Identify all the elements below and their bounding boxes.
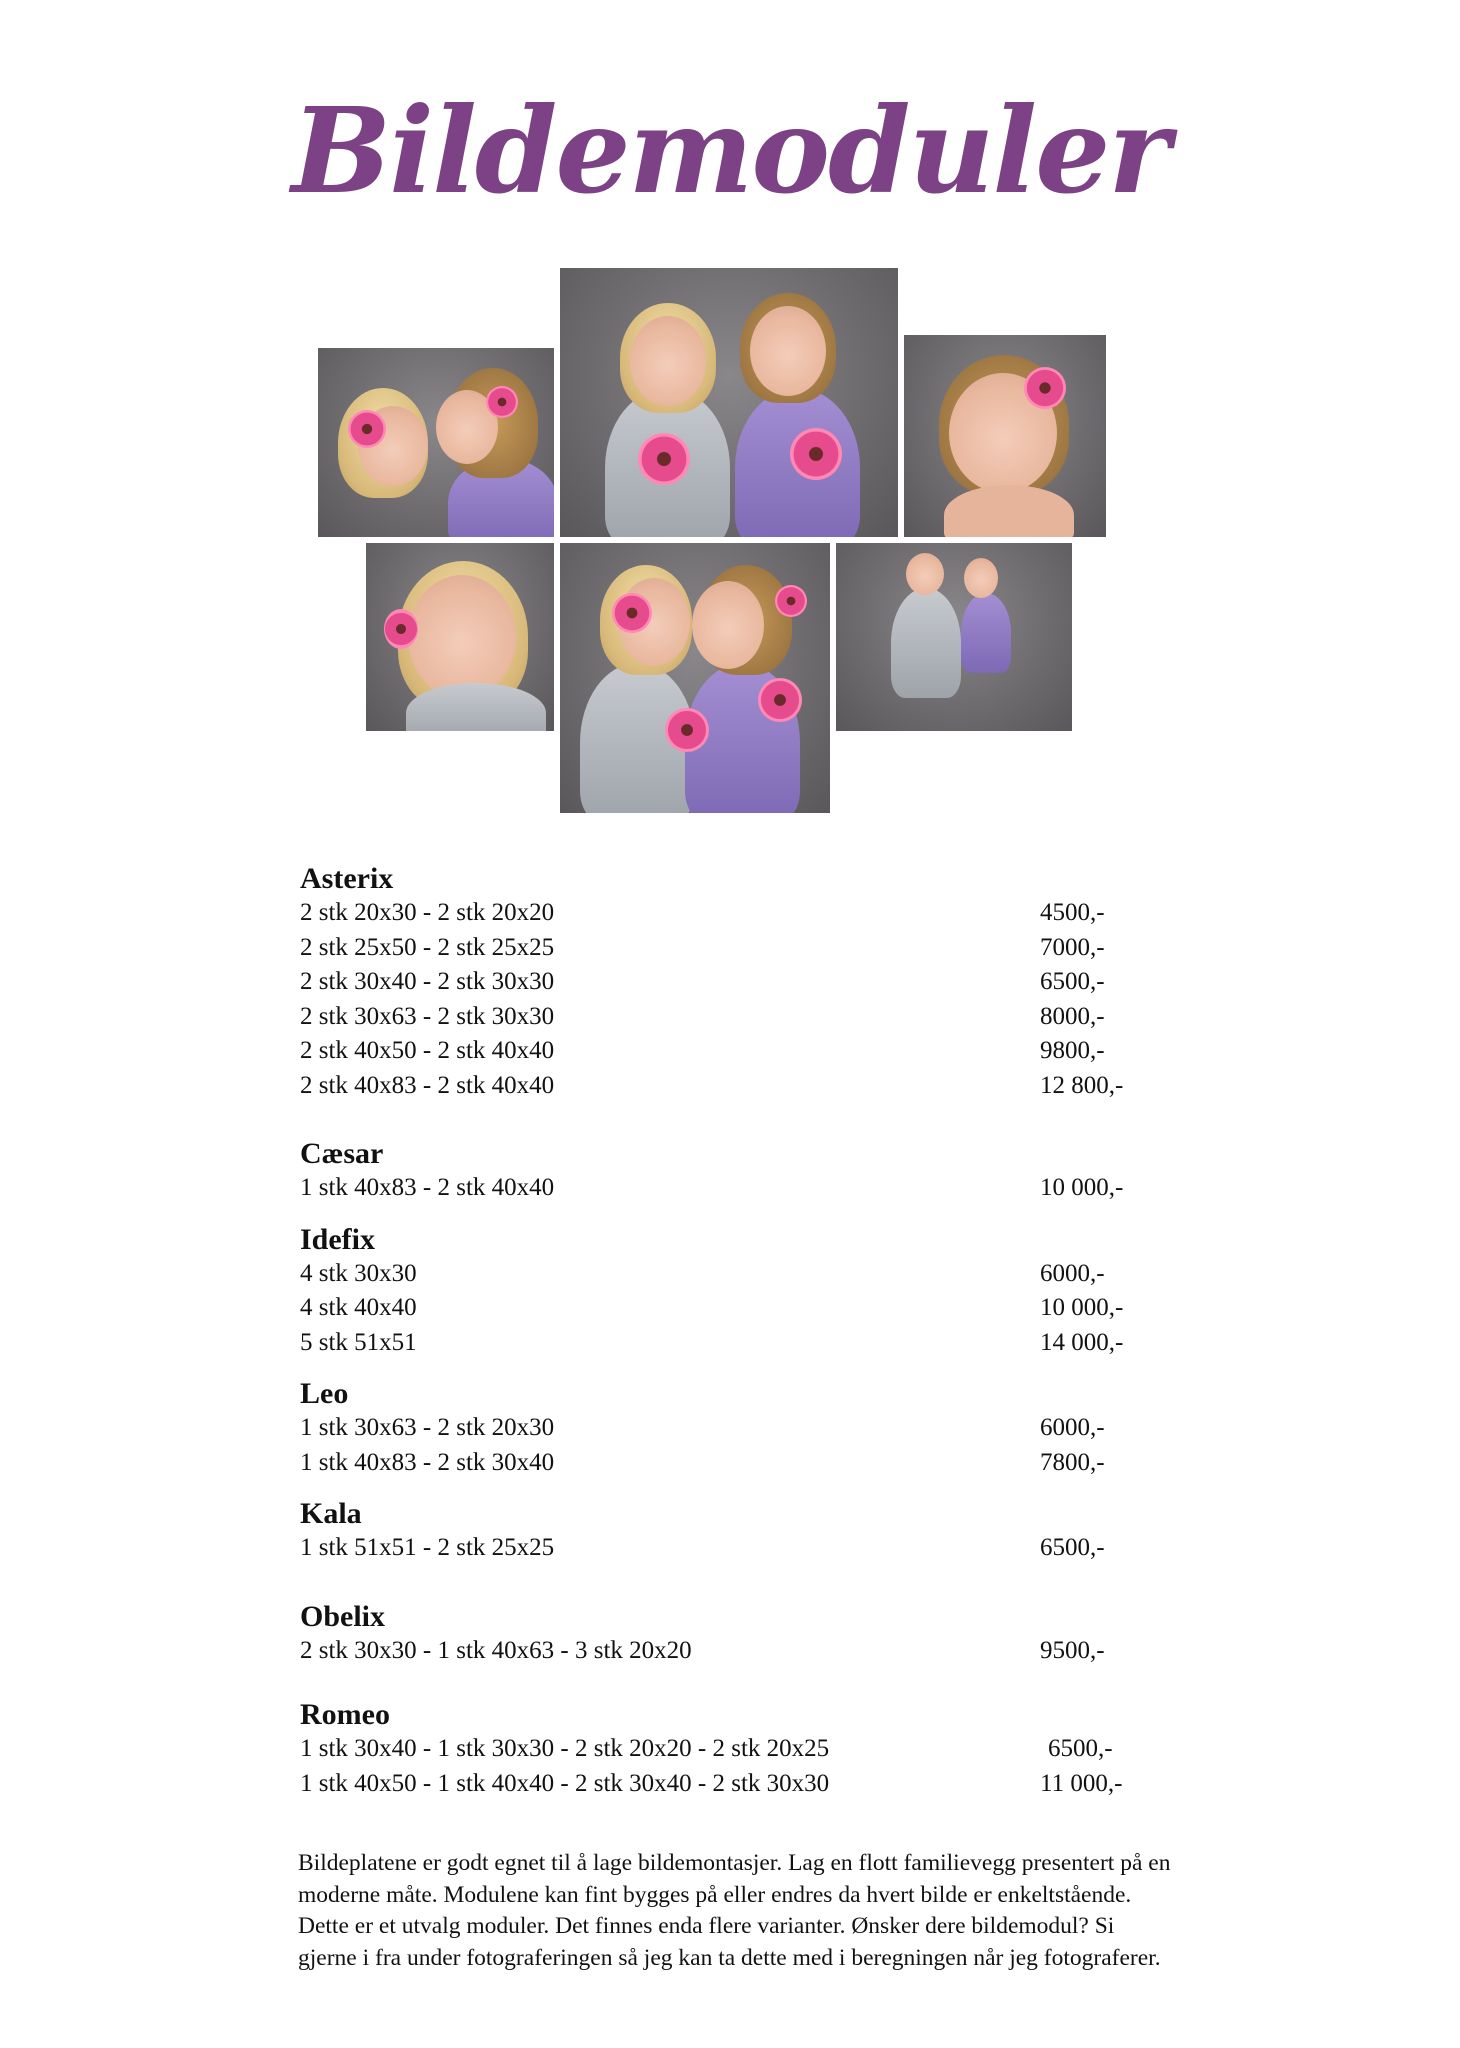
row-desc: 1 stk 30x40 - 1 stk 30x30 - 2 stk 20x20 - 2 stk 20x25 (300, 1735, 830, 1762)
photo-kiss-center (560, 543, 830, 813)
row-price: 6000,- (1040, 1414, 1105, 1441)
row-desc: 2 stk 25x50 - 2 stk 25x25 (300, 933, 555, 961)
row-desc: 1 stk 51x51 - 2 stk 25x25 (300, 1534, 555, 1561)
row-desc: 2 stk 30x63 - 2 stk 30x30 (300, 1002, 555, 1030)
row-desc: 1 stk 40x83 - 2 stk 30x40 (300, 1448, 555, 1476)
price-row (300, 965, 1160, 1000)
row-price: 7000,- (1040, 933, 1105, 961)
price-row (300, 896, 1160, 931)
group-title: Leo (300, 1377, 349, 1410)
photo-smiling-girl-right (904, 335, 1106, 537)
group-title: Kala (300, 1497, 362, 1530)
price-row (300, 1446, 1160, 1481)
row-price: 6500,- (1040, 968, 1105, 995)
photo-kiss-left (318, 348, 554, 537)
price-row (300, 931, 1160, 966)
row-desc: 2 stk 30x40 - 2 stk 30x30 (300, 968, 555, 995)
price-row (300, 1291, 1160, 1326)
row-desc: 2 stk 20x30 - 2 stk 20x20 (300, 899, 555, 926)
group-idefix (300, 1223, 1160, 1361)
row-price: 6000,- (1040, 1259, 1105, 1287)
price-row (300, 1000, 1160, 1035)
row-desc: 2 stk 40x83 - 2 stk 40x40 (300, 1071, 555, 1099)
price-row (300, 1257, 1160, 1292)
row-desc: 2 stk 40x50 - 2 stk 40x40 (300, 1037, 555, 1064)
row-desc: 1 stk 40x83 - 2 stk 40x40 (300, 1174, 555, 1201)
price-row (300, 1634, 1160, 1669)
row-price: 10 000,- (1040, 1294, 1124, 1321)
photo-two-girls-flowers (560, 268, 898, 537)
price-row (300, 1171, 1160, 1206)
photo-girls-dancing (836, 543, 1072, 731)
group-title: Romeo (300, 1698, 390, 1731)
group-leo (300, 1377, 1160, 1480)
row-desc: 4 stk 40x40 (300, 1294, 417, 1321)
row-price: 7800,- (1040, 1448, 1105, 1476)
price-row (300, 1732, 1160, 1767)
photo-laughing-girl (366, 543, 554, 731)
row-price: 14 000,- (1040, 1328, 1124, 1356)
row-desc: 4 stk 30x30 (300, 1259, 417, 1287)
row-price: 6500,- (1040, 1534, 1105, 1561)
price-row (300, 1069, 1160, 1104)
row-price: 10 000,- (1040, 1174, 1124, 1201)
row-price: 11 000,- (1040, 1769, 1123, 1797)
group-title: Obelix (300, 1599, 386, 1633)
description-text: Bildeplatene er godt egnet til å lage bildemontasjer. Lag en flott familievegg presentert på en moderne måte. Modulene kan fint bygges på eller endres da hvert bilde er enkeltstående. Dette er et utvalg moduler. Det finnes enda flere varianter. Ønsker dere bildemodul? Si gjerne i fra under fotograferingen så jeg kan ta dette med i beregningen når jeg fotograferer. (298, 1850, 1171, 1971)
group-title: Cæsar (300, 1137, 384, 1170)
row-price: 8000,- (1040, 1002, 1105, 1030)
row-price: 9800,- (1040, 1037, 1105, 1064)
price-row (300, 1411, 1160, 1446)
row-price: 12 800,- (1040, 1071, 1124, 1099)
row-desc: 5 stk 51x51 (300, 1328, 417, 1356)
group-title: Asterix (300, 862, 394, 895)
row-price: 9500,- (1040, 1636, 1105, 1664)
price-row (300, 1531, 1160, 1566)
group-title: Idefix (300, 1222, 375, 1256)
group-romeo (300, 1698, 1160, 1801)
price-row (300, 1034, 1160, 1069)
group-kala (300, 1497, 1160, 1566)
group-obelix (300, 1600, 1160, 1669)
page-title: Bildemoduler (291, 81, 1169, 220)
row-price: 6500,- (1048, 1735, 1113, 1762)
price-row (300, 1326, 1160, 1361)
price-row (300, 1767, 1160, 1802)
group-asterix (300, 862, 1160, 1103)
row-desc: 1 stk 40x50 - 1 stk 40x40 - 2 stk 30x40 - 2 stk 30x30 (300, 1769, 830, 1797)
row-desc: 2 stk 30x30 - 1 stk 40x63 - 3 stk 20x20 (300, 1636, 692, 1664)
group-caesar (300, 1137, 1160, 1206)
price-list (300, 862, 1160, 1801)
row-price: 4500,- (1040, 899, 1105, 926)
row-desc: 1 stk 30x63 - 2 stk 20x30 (300, 1414, 555, 1441)
